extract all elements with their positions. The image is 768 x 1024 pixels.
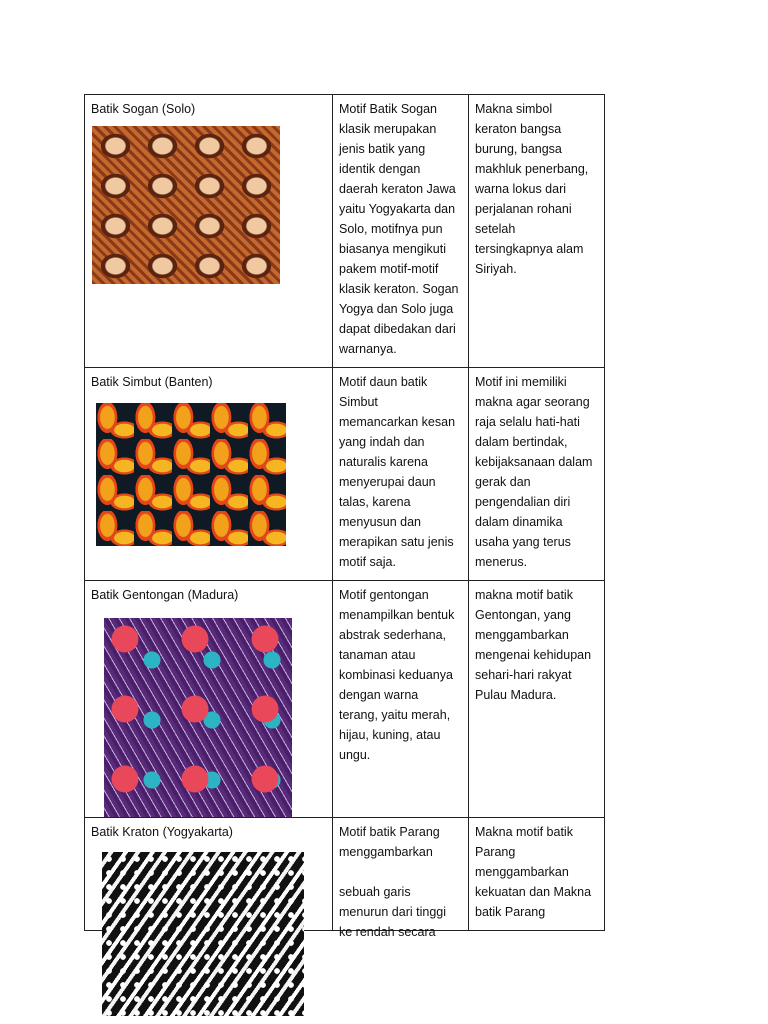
makna-text: Motif ini memiliki makna agar seorang raja selalu hati-hati dalam bertindak, kebijaksanaan dalam gerak dan pengendalian diri dalam dinamika usaha yang terus menerus.: [475, 375, 593, 569]
makna-text: Makna motif batik Parang menggambarkan kekuatan dan Makna batik Parang: [475, 825, 592, 919]
motif-cell: [332, 94, 469, 368]
motif-cell: [332, 367, 469, 581]
makna-text: Makna simbol keraton bangsa burung, bangsa makhluk penerbang, warna lokus dari perjalanan rohani setelah tersingkapnya alam Siriyah.: [475, 102, 589, 276]
motif-cell: [332, 817, 469, 939]
batik-sogan-image: [92, 126, 280, 284]
motif-text: Motif gentongan menampilkan bentuk abstrak sederhana, tanaman atau kombinasi keduanya dengan warna terang, yaitu merah, hijau, kuning, atau ungu.: [339, 588, 455, 762]
motif-text: Motif Batik Sogan klasik merupakan jenis batik yang identik dengan daerah keraton Jawa yaitu Yogyakarta dan Solo, motifnya pun biasanya mengikuti pakem motif-motif klasik keraton. Sogan Yogya dan Solo juga dapat dibedakan dari warnanya.: [339, 102, 459, 356]
motif-cell: [332, 580, 469, 818]
makna-text: makna motif batik Gentongan, yang menggambarkan mengenai kehidupan sehari-hari rakyat Pulau Madura.: [475, 588, 592, 702]
batik-name: Batik Simbut (Banten): [91, 375, 213, 389]
batik-kraton-image: [102, 852, 304, 1016]
batik-name: Batik Sogan (Solo): [91, 102, 196, 116]
motif-text: Motif daun batik Simbut memancarkan kesan yang indah dan naturalis karena menyerupai daun talas, karena menyusun dan merapikan satu jenis motif saja.: [339, 375, 456, 569]
batik-gentongan-image: [104, 618, 292, 817]
makna-cell: [468, 94, 605, 368]
makna-cell: [468, 580, 605, 818]
batik-simbut-image: [96, 403, 286, 546]
motif-text: Motif batik Parang menggambarkan sebuah garis menurun dari tinggi ke rendah secara: [339, 825, 447, 939]
makna-cell: [468, 817, 605, 931]
batik-name: Batik Kraton (Yogyakarta): [91, 825, 233, 839]
makna-cell: [468, 367, 605, 581]
batik-name: Batik Gentongan (Madura): [91, 588, 239, 602]
